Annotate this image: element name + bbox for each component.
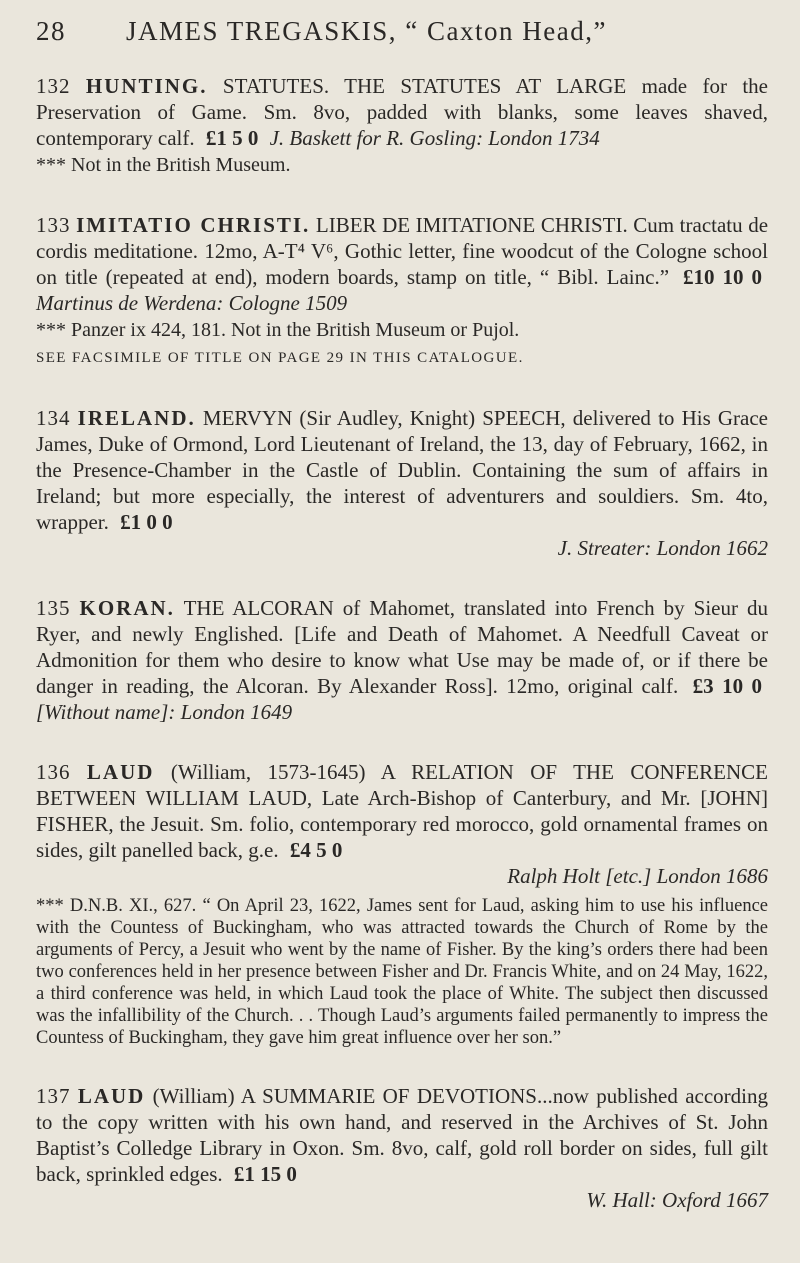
entry-number: 137 [36,1084,71,1108]
running-title: JAMES TREGASKIS, “ Caxton Head,” [126,16,607,46]
entry-heading: LAUD [86,760,155,784]
entry-heading: IRELAND. [77,406,196,430]
page-header [36,16,768,47]
entry-note: *** Panzer ix 424, 181. Not in the British Museum or Pujol. [36,319,520,341]
entry-imprint: J. Baskett for R. Gosling: London 1734 [269,126,600,150]
entry-number: 132 [36,74,71,98]
entry-quotation: *** D.N.B. XI., 627. “ On April 23, 1622, James sent for Laud, asking him to use his influence with the Countess of Buckingham, who was attracted towards the Church of Rome by the arguments of Percy, a Jesuit who went by the name of Fisher. By the king’s orders there had been two conferences held in her presence between Fisher and Dr. Francis White, and on 24 May, 1622, a third conference was held, in which Laud took the place of White. The subject then discussed was the infallibility of the Church. . . Though Laud’s arguments failed permanently to impress the Countess of Buckingham, they gave him great influence over her son.” [36,896,768,1048]
entry-description: LIBER DE IMITATIONE CHRISTI. Cum tractatu de cordis meditatione. 12mo, A-T⁴ V⁶, Gothic letter, fine woodcut of the Cologne school on title (repeated at end), modern boards, stamp on title, “ Bibl. Lainc.” [36,213,769,289]
entry-number: 133 [36,213,71,237]
entry-description: (William) A SUMMARIE OF DEVOTIONS...now published according to the copy written with his own hand, and reserved in the Archives of St. John Baptist’s Colledge Library in Oxon. Sm. 8vo, calf, gold roll border on sides, full gilt back, sprinkled edges. [36,1084,768,1186]
entry-price: £1 15 0 [233,1162,297,1186]
catalogue-entry [36,405,768,561]
entry-imprint: [Without name]: London 1649 [36,700,293,724]
catalogue-entry [36,212,768,371]
entry-note: *** Not in the British Museum. [36,154,291,176]
entry-number: 135 [36,596,71,620]
entry-number: 136 [36,760,71,784]
entry-imprint: W. Hall: Oxford 1667 [586,1188,768,1212]
entry-price: £4 5 0 [289,838,343,862]
entry-heading: LAUD [77,1084,146,1108]
entry-heading: IMITATIO CHRISTI. [76,213,311,237]
entry-description: STATUTES. THE STATUTES AT LARGE made for the Preservation of Game. Sm. 8vo, padded with blanks, some leaves shaved, contemporary calf. [36,74,768,150]
catalogue-entry [36,1083,768,1213]
page-number: 28 [36,16,66,46]
entry-description: THE ALCORAN of Mahomet, translated into French by Sieur du Ryer, and newly Englished. [Life and Death of Mahomet. A Needfull Caveat or Admonition for them who desire to know what Use may be made of, or if there be danger in reading, the Alcoran. By Alexander Ross]. 12mo, original calf. [36,596,769,698]
entry-heading: HUNTING. [85,74,208,98]
catalogue-entry [36,595,768,725]
entry-heading: KORAN. [79,596,175,620]
entry-price: £10 10 0 [683,265,763,289]
entry-number: 134 [36,406,71,430]
entry-imprint: Ralph Holt [etc.] London 1686 [507,864,768,888]
entry-description: MERVYN (Sir Audley, Knight) SPEECH, delivered to His Grace James, Duke of Ormond, Lord Lieutenant of Ireland, the 13, day of February, 1662, in the Presence-Chamber in the Castle of Dublin. Containing the sum of affairs in Ireland; but more especially, the interest of adventurers and souldiers. Sm. 4to, wrapper. [36,406,769,534]
entry-imprint: Martinus de Werdena: Cologne 1509 [36,291,348,315]
entry-price: £3 10 0 [692,674,763,698]
catalogue-entry [36,759,768,1049]
entry-imprint: J. Streater: London 1662 [557,536,768,560]
entry-description: (William, 1573-1645) A RELATION OF THE CONFERENCE BETWEEN WILLIAM LAUD, Late Arch-Bishop of Canterbury, and Mr. [JOHN] FISHER, the Jesuit. Sm. folio, contemporary red morocco, gold ornamental frames on sides, gilt panelled back, g.e. [36,760,769,862]
catalogue-entry [36,73,768,178]
facsimile-reference: SEE FACSIMILE OF TITLE ON PAGE 29 IN THIS CATALOGUE. [36,350,524,366]
entry-price: £1 0 0 [120,510,173,534]
entry-price: £1 5 0 [205,126,259,150]
